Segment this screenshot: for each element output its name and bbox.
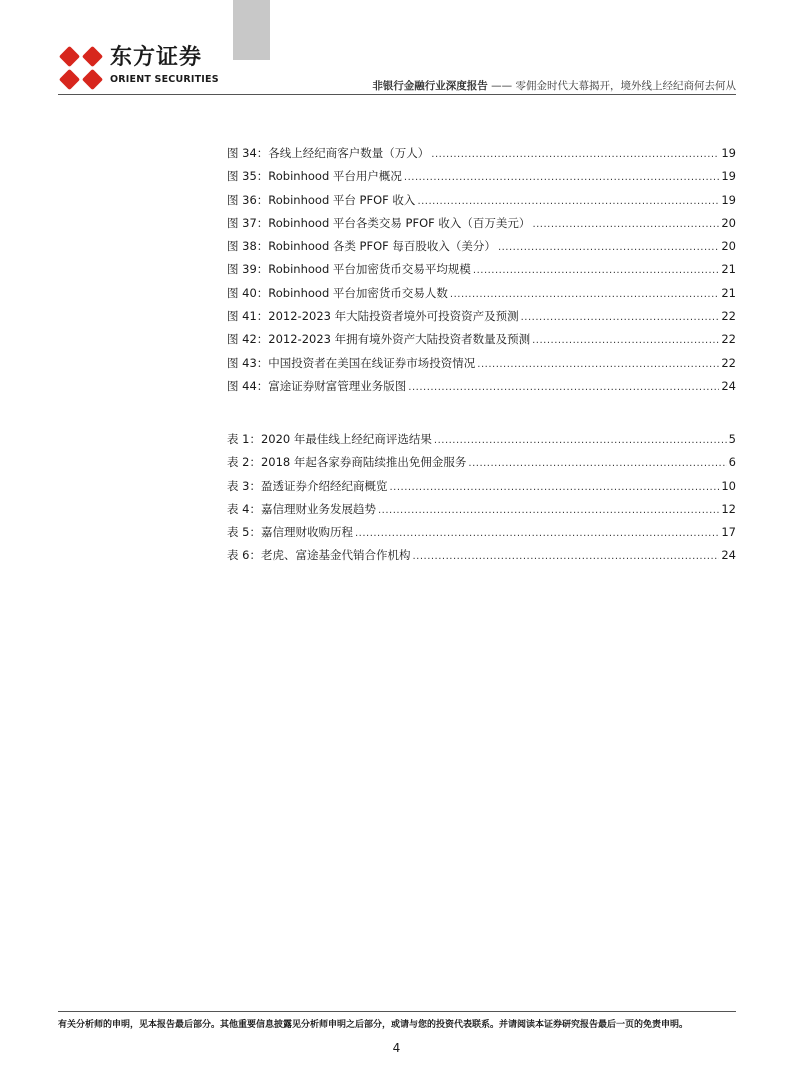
toc-entry-figure-38[interactable] — [227, 235, 736, 258]
toc-leader — [417, 189, 719, 213]
toc-entry-label: 图 42：2012-2023 年拥有境外资产大陆投资者数量及预测 — [227, 332, 531, 347]
header-separator: —— — [491, 80, 513, 92]
toc-entry-figure-40[interactable] — [227, 282, 736, 305]
toc-entry-label: 表 3：盈透证券介绍经纪商概览 — [227, 478, 388, 493]
toc-entry-label: 图 41：2012-2023 年大陆投资者境外可投资资产及预测 — [227, 309, 519, 324]
toc-entry-figure-39[interactable] — [227, 258, 736, 281]
toc-leader — [468, 451, 726, 475]
toc-entry-page: 22 — [721, 309, 736, 324]
toc-entry-figure-34[interactable] — [227, 142, 736, 165]
toc-entry-figure-41[interactable] — [227, 305, 736, 328]
toc-entry-label: 表 1：2020 年最佳线上经纪商评选结果 — [227, 432, 432, 446]
header-gray-tab — [233, 0, 270, 60]
toc-leader — [532, 328, 719, 352]
toc-entry-page: 20 — [721, 239, 736, 254]
toc-entry-page: 19 — [721, 192, 736, 207]
toc-leader — [473, 258, 719, 282]
page-number: 4 — [392, 1041, 401, 1055]
toc-leader — [378, 498, 719, 522]
toc-entry-label: 图 35：Robinhood 平台用户概况 — [227, 169, 402, 184]
toc-leader — [521, 305, 720, 329]
brand-name-en: ORIENT SECURITIES — [110, 74, 219, 85]
toc-entry-figure-36[interactable] — [227, 189, 736, 212]
toc-entry-table-6[interactable] — [227, 544, 736, 567]
toc-leader — [408, 375, 719, 399]
toc-entry-page: 17 — [721, 525, 736, 540]
toc-entry-label: 图 44：富途证券财富管理业务版图 — [227, 378, 407, 393]
toc-leader — [389, 475, 719, 499]
toc-entry-page: 12 — [721, 501, 736, 516]
figure-list — [227, 142, 736, 398]
toc-entry-label: 图 40：Robinhood 平台加密货币交易人数 — [227, 285, 448, 300]
report-category: 非银行金融行业深度报告 — [372, 80, 488, 92]
footer-divider — [58, 1011, 736, 1012]
toc-entry-page: 24 — [721, 548, 736, 563]
toc-entry-page: 22 — [721, 332, 736, 347]
toc-leader — [431, 142, 719, 166]
toc-entry-figure-35[interactable] — [227, 165, 736, 188]
toc-entry-page: 20 — [721, 215, 736, 230]
orient-logo-icon — [58, 45, 104, 91]
toc-entry-label: 图 37：Robinhood 平台各类交易 PFOF 收入（百万美元） — [227, 215, 531, 230]
toc-entry-label: 图 38：Robinhood 各类 PFOF 每百股收入（美分） — [227, 239, 496, 254]
toc-entry-label: 表 6：老虎、富途基金代销合作机构 — [227, 548, 411, 563]
toc-entry-page: 19 — [721, 169, 736, 184]
toc-entry-label: 表 4：嘉信理财业务发展趋势 — [227, 501, 376, 516]
report-title: 零佣金时代大幕揭开，境外线上经纪商何去何从 — [515, 80, 736, 92]
toc-entry-table-5[interactable] — [227, 521, 736, 544]
toc-entry-label: 表 2：2018 年起各家券商陆续推出免佣金服务 — [227, 455, 467, 470]
toc-entry-label: 图 34：各线上经纪商客户数量（万人） — [227, 146, 430, 160]
header-divider — [58, 94, 736, 95]
toc-leader — [498, 235, 719, 259]
report-header — [372, 78, 736, 93]
toc-entry-page: 10 — [721, 478, 736, 493]
toc-entry-page: 21 — [721, 262, 736, 277]
toc-entry-label: 图 39：Robinhood 平台加密货币交易平均规模 — [227, 262, 471, 277]
toc-leader — [477, 352, 719, 376]
toc-entry-table-1[interactable] — [227, 428, 736, 451]
toc-entry-page: 24 — [721, 378, 736, 393]
brand-name-cn: 东方证券 — [110, 45, 203, 70]
toc-entry-figure-44[interactable] — [227, 375, 736, 398]
toc-leader — [404, 165, 719, 189]
toc-entry-table-3[interactable] — [227, 475, 736, 498]
toc-leader — [355, 521, 719, 545]
toc-entry-figure-43[interactable] — [227, 352, 736, 375]
toc-entry-table-4[interactable] — [227, 498, 736, 521]
toc-entry-page: 5 — [728, 432, 736, 446]
toc-leader — [532, 212, 719, 236]
toc-entry-page: 22 — [721, 355, 736, 370]
toc-leader — [412, 544, 719, 568]
toc-entry-page: 19 — [721, 146, 736, 160]
toc-entry-page: 6 — [728, 455, 736, 470]
toc-leader — [434, 428, 727, 452]
footer-disclaimer: 有关分析师的申明，见本报告最后部分。其他重要信息披露见分析师申明之后部分，或请与您的投资代表联系。并请阅读本证券研究报告最后一页的免责申明。 — [58, 1020, 689, 1030]
toc-entry-table-2[interactable] — [227, 451, 736, 474]
toc-entry-page: 21 — [721, 285, 736, 300]
toc-entry-figure-37[interactable] — [227, 212, 736, 235]
toc-entry-label: 表 5：嘉信理财收购历程 — [227, 525, 353, 540]
brand-logo — [58, 45, 228, 91]
toc-entry-label: 图 43：中国投资者在美国在线证券市场投资情况 — [227, 355, 476, 370]
table-list — [227, 428, 736, 568]
toc-entry-figure-42[interactable] — [227, 328, 736, 351]
toc-leader — [450, 282, 719, 306]
toc-entry-label: 图 36：Robinhood 平台 PFOF 收入 — [227, 192, 416, 207]
